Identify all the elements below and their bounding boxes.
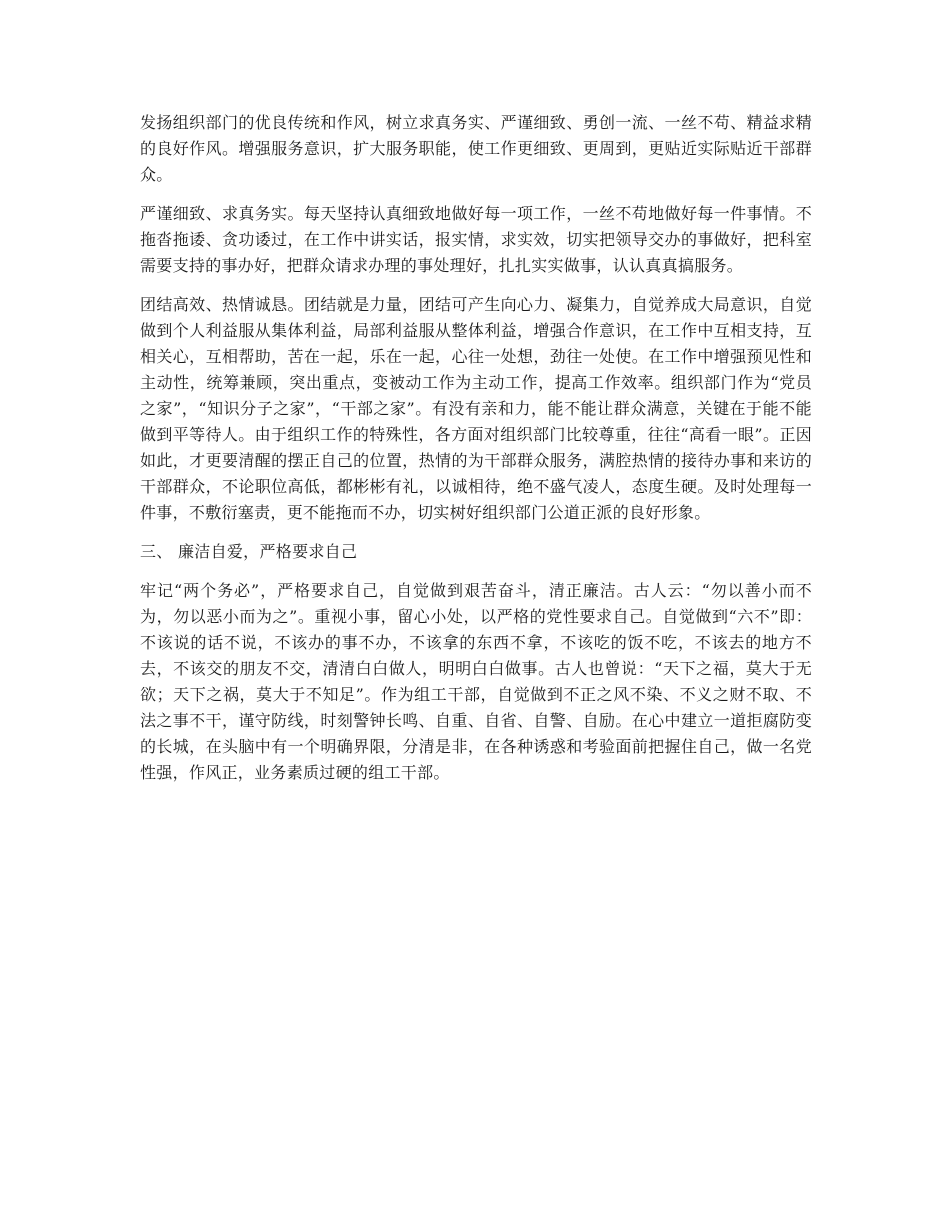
- paragraph-work-style: 发扬组织部门的优良传统和作风，树立求真务实、严谨细致、勇创一流、一丝不苟、精益求精的良好作风。增强服务意识，扩大服务职能，使工作更细致、更周到，更贴近实际贴近干部群众。: [140, 113, 812, 184]
- document-page: [140, 110, 812, 799]
- section-heading: 三、 廉洁自爱，严格要求自己: [140, 542, 358, 561]
- paragraph-integrity: 牢记“两个务必”，严格要求自己，自觉做到艰苦奋斗，清正廉洁。古人云：“勿以善小而不为，勿以恶小而为之”。重视小事，留心小处，以严格的党性要求自己。自觉做到“六不”即：不该说的话不说，不该办的事不办，不该拿的东西不拿，不该吃的饭不吃，不该去的地方不去，不该交的朋友不交，清清白白做人，明明白白做事。古人也曾说：“天下之福，莫大于无欲；天下之祸，莫大于不知足”。作为组工干部，自觉做到不正之风不染、不义之财不取、不法之事不干，谨守防线，时刻警钟长鸣、自重、自省、自警、自励。在心中建立一道拒腐防变的长城，在头脑中有一个明确界限，分清是非，在各种诱惑和考验面前把握住自己，做一名党性强，作风正，业务素质过硬的组工干部。: [140, 581, 812, 782]
- paragraph-rigorous-practical: 严谨细致、求真务实。每天坚持认真细致地做好每一项工作，一丝不苟地做好每一件事情。不拖沓拖诿、贪功诿过，在工作中讲实话，报实情，求实效，切实把领导交办的事做好，把科室需要支持的事办好，把群众请求办理的事处理好，扎扎实实做事，认认真真搞服务。: [140, 204, 812, 275]
- paragraph-unity-efficiency: 团结高效、热情诚恳。团结就是力量，团结可产生向心力、凝集力，自觉养成大局意识，自觉做到个人利益服从集体利益，局部利益服从整体利益，增强合作意识，在工作中互相支持，互相关心，互相帮助，苦在一起，乐在一起，心往一处想，劲往一处使。在工作中增强预见性和主动性，统筹兼顾，突出重点，变被动工作为主动工作，提高工作效率。组织部门作为“党员之家”，“知识分子之家”，“干部之家”。有没有亲和力，能不能让群众满意，关键在于能不能做到平等待人。由于组织工作的特殊性，各方面对组织部门比较尊重，往往“高看一眼”。正因如此，才更要清醒的摆正自己的位置，热情的为干部群众服务，满腔热情的接待办事和来访的干部群众，不论职位高低，都彬彬有礼，以诚相待，绝不盛气凌人，态度生硬。及时处理每一件事，不敷衍塞责，更不能拖而不办，切实树好组织部门公道正派的良好形象。: [140, 295, 812, 522]
